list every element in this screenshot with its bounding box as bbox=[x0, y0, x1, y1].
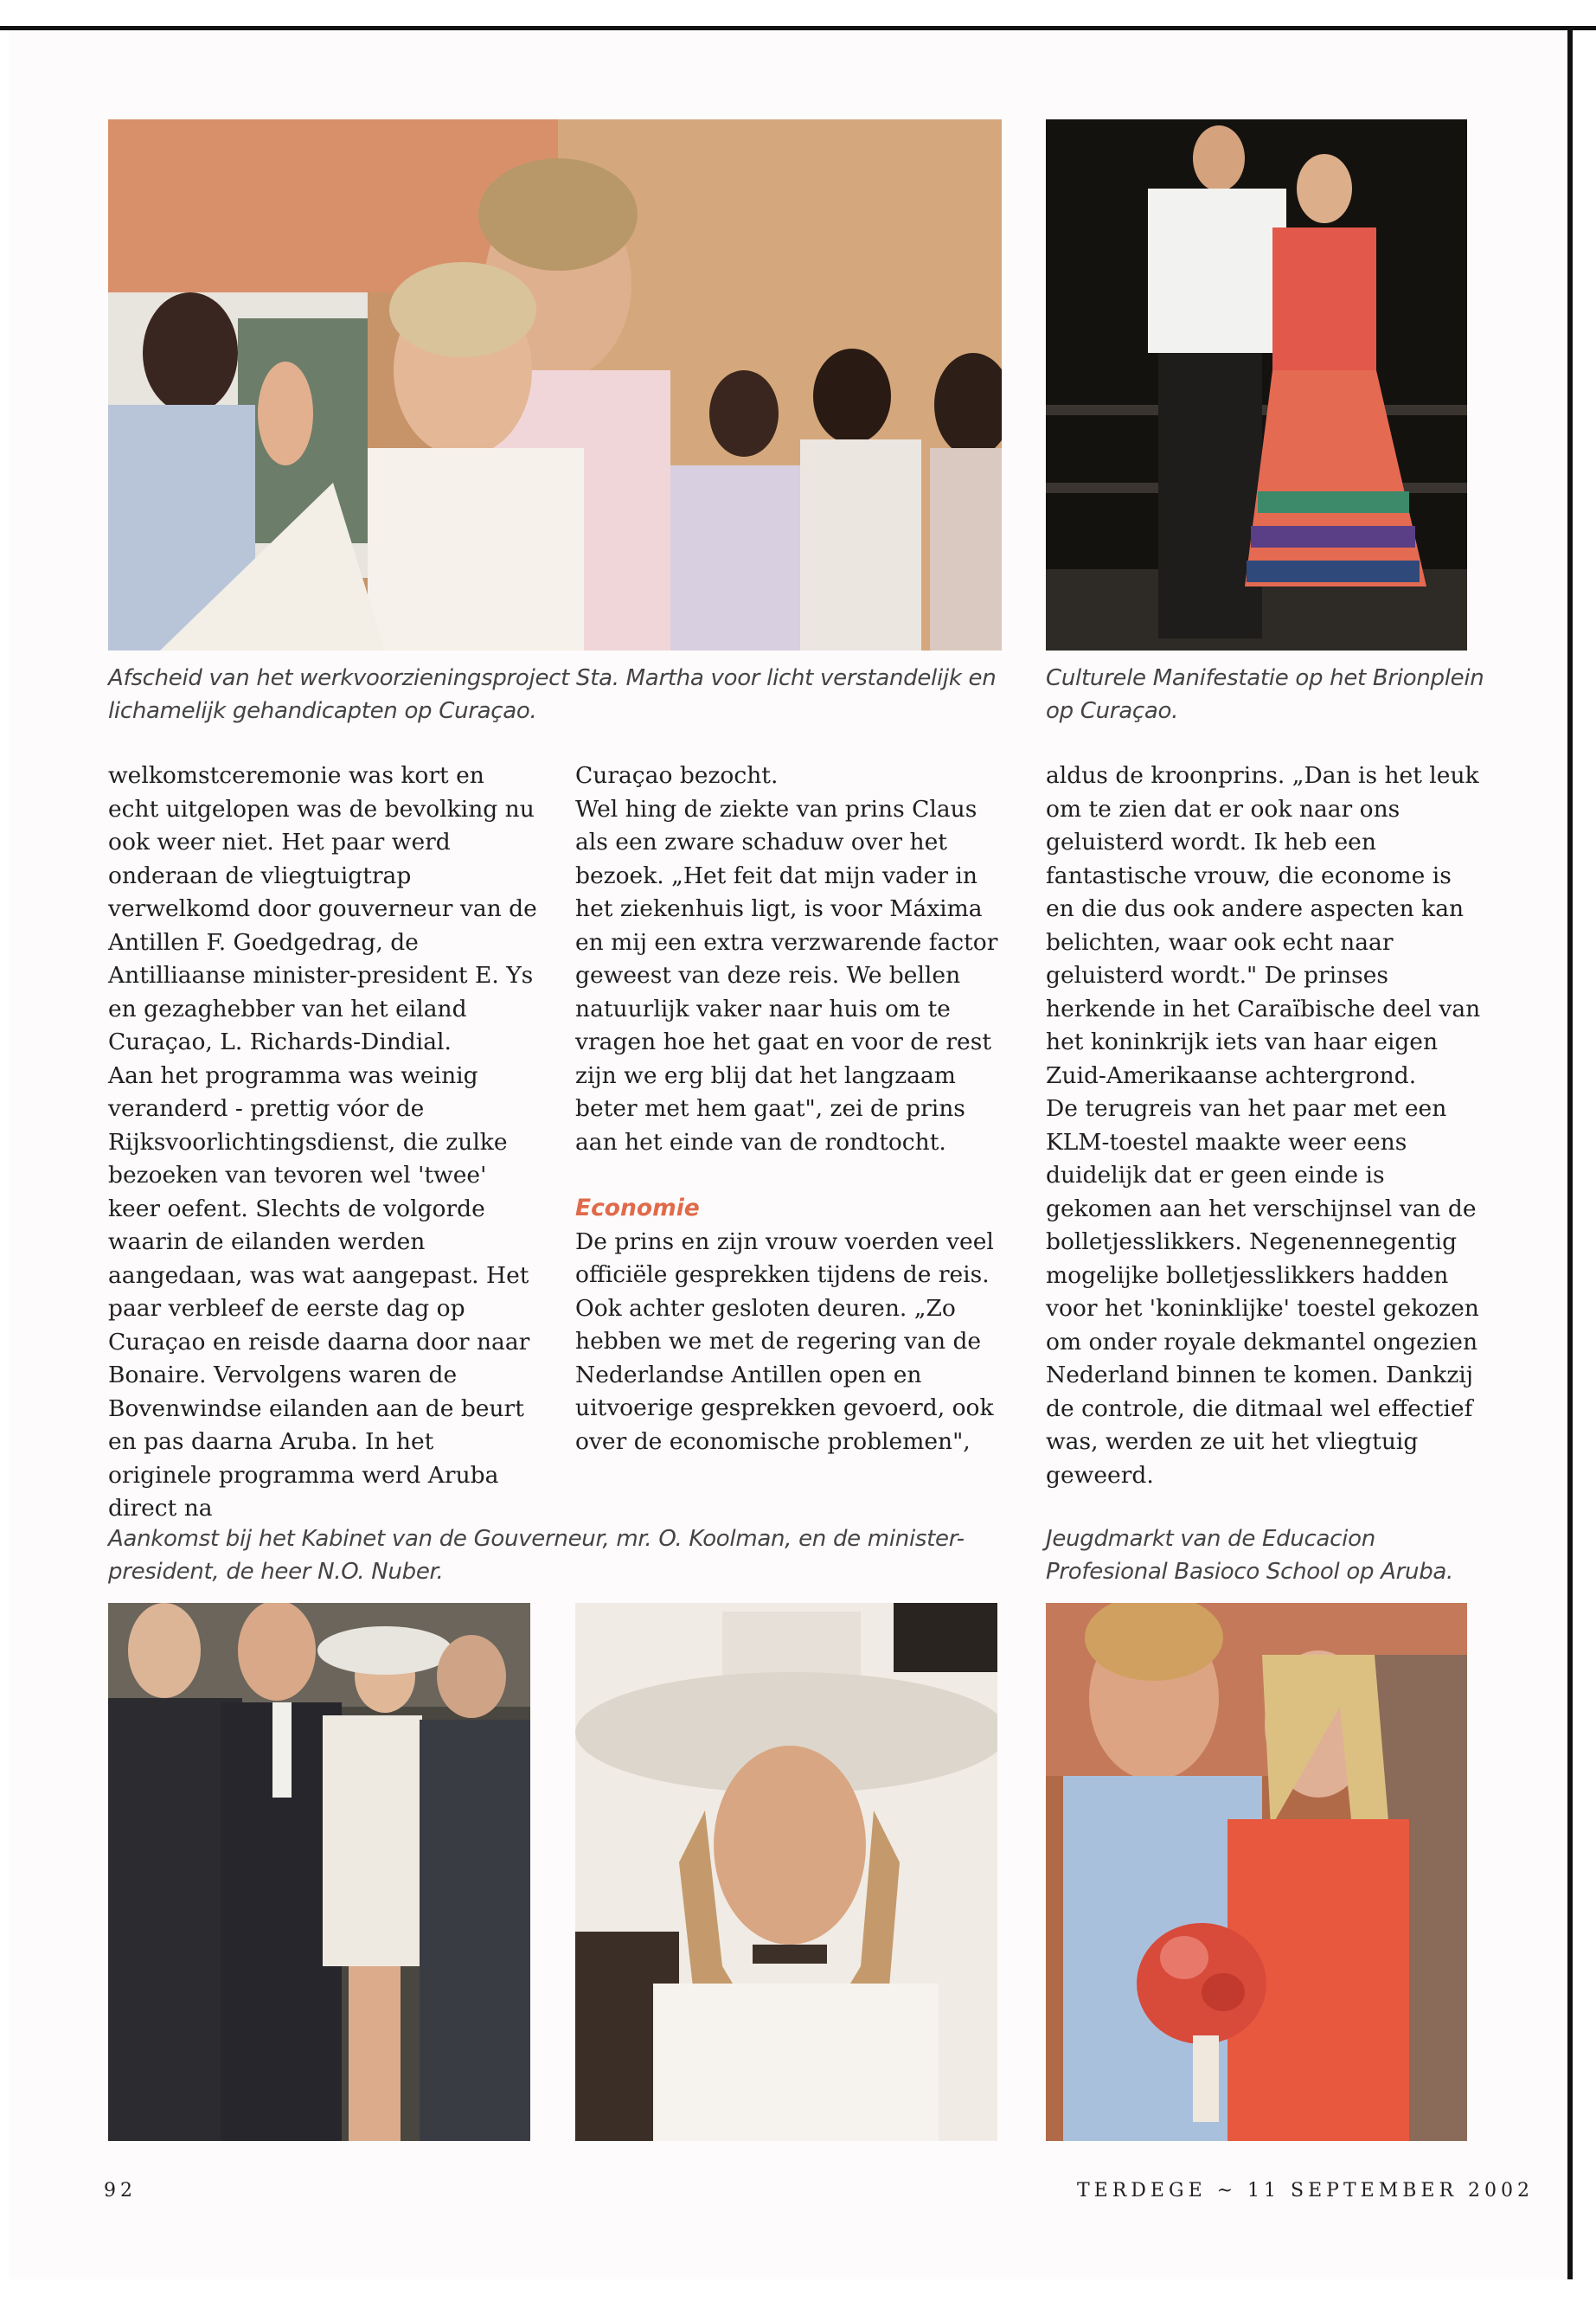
photo-kabinet-gouverneur bbox=[108, 1603, 530, 2141]
caption-top-right: Culturele Manifestatie op het Brionplein op Curaçao. bbox=[1046, 665, 1484, 724]
publication-line: TERDEGE ~ 11 SEPTEMBER 2002 bbox=[1077, 2180, 1535, 2202]
article-paragraph: Aan het programma was weinig veranderd - prettig vóor de Rijksvoorlichtingsdienst, die zulke bezoeken van tevoren wel 'twee' keer oefent. Slechts de volgorde waarin de eilanden werden aangedaan, was wat aangepast. Het paar verbleef de eerste dag op Curaçao en reisde daarna door naar Bonaire. Vervolgens waren de Bovenwindse eilanden aan de beurt en pas daarna Aruba. In het originele programma werd Aruba direct na bbox=[108, 1061, 530, 1522]
article-column-2 bbox=[575, 760, 1012, 1458]
article-column-1 bbox=[108, 760, 541, 1526]
photo-jeugdmarkt-aruba bbox=[1046, 1603, 1467, 2141]
photo-sta-martha-farewell bbox=[108, 119, 1002, 651]
article-paragraph: Wel hing de ziekte van prins Claus als een zware schaduw over het bezoek. „Het feit dat mijn vader in het ziekenhuis ligt, is voor Máxima en mij een extra verzwarende factor geweest van deze reis. We bellen natuurlijk vaker naar huis om te vragen hoe het gaat en voor de rest zijn we erg blij dat het langzaam beter met hem gaat", zei de prins aan het einde van de rondtocht. bbox=[575, 795, 998, 1156]
article-column-3 bbox=[1046, 760, 1483, 1492]
caption-mid-right: Jeugdmarkt van de Educacion Profesional Basioco School op Aruba. bbox=[1046, 1526, 1454, 1585]
caption-top-left: Afscheid van het werkvoorzieningsproject Sta. Martha voor licht verstandelijk en lichamelijk gehandicapten op Curaçao. bbox=[108, 665, 997, 724]
article-paragraph: De terugreis van het paar met een KLM-toestel maakte weer eens duidelijk dat er geen einde is gekomen aan het verschijnsel van de bolletjesslikkers. Negenennegentig mogelijke bolletjesslikkers hadden voor het 'koninklijke' toestel gekozen om onder royale dekmantel ongezien Nederland binnen te komen. Dankzij de controle, die ditmaal wel effectief was, werden ze uit het vliegtuig geweerd. bbox=[1046, 1095, 1479, 1489]
page-number: 92 bbox=[104, 2180, 137, 2202]
photo-prinses-met-hoed bbox=[575, 1603, 997, 2141]
article-paragraph: De prins en zijn vrouw voerden veel officiële gesprekken tijdens de reis. Ook achter gesloten deuren. „Zo hebben we met de regering van de Nederlandse Antillen open en uitvoerige gesprekken gevoerd, ook over de economische problemen", bbox=[575, 1227, 994, 1455]
article-paragraph: aldus de kroonprins. „Dan is het leuk om te zien dat er ook naar ons geluisterd wordt. Ik heb een fantastische vrouw, die econome is en die dus ook andere aspecten kan belichten, waar ook echt naar geluisterd wordt." De prinses herkende in het Caraïbische deel van het koninkrijk iets van haar eigen Zuid-Amerikaanse achtergrond. bbox=[1046, 762, 1481, 1089]
section-subhead-economie: Economie bbox=[575, 1195, 700, 1221]
article-paragraph: Curaçao bezocht. bbox=[575, 762, 779, 789]
article-paragraph: welkomstceremonie was kort en echt uitgelopen was de bevolking nu ook weer niet. Het paar werd onderaan de vliegtuigtrap verwelkomd door gouverneur van de Antillen F. Goedgedrag, de Antilliaanse minister-president E. Ys en gezaghebber van het eiland Curaçao, L. Richards-Dindial. bbox=[108, 762, 537, 1055]
right-edge-rule bbox=[1567, 30, 1573, 2279]
photo-brionplein-manifestatie bbox=[1046, 119, 1467, 651]
caption-mid-left: Aankomst bij het Kabinet van de Gouverneur, mr. O. Koolman, en de minister-president, de heer N.O. Nuber. bbox=[108, 1526, 965, 1585]
